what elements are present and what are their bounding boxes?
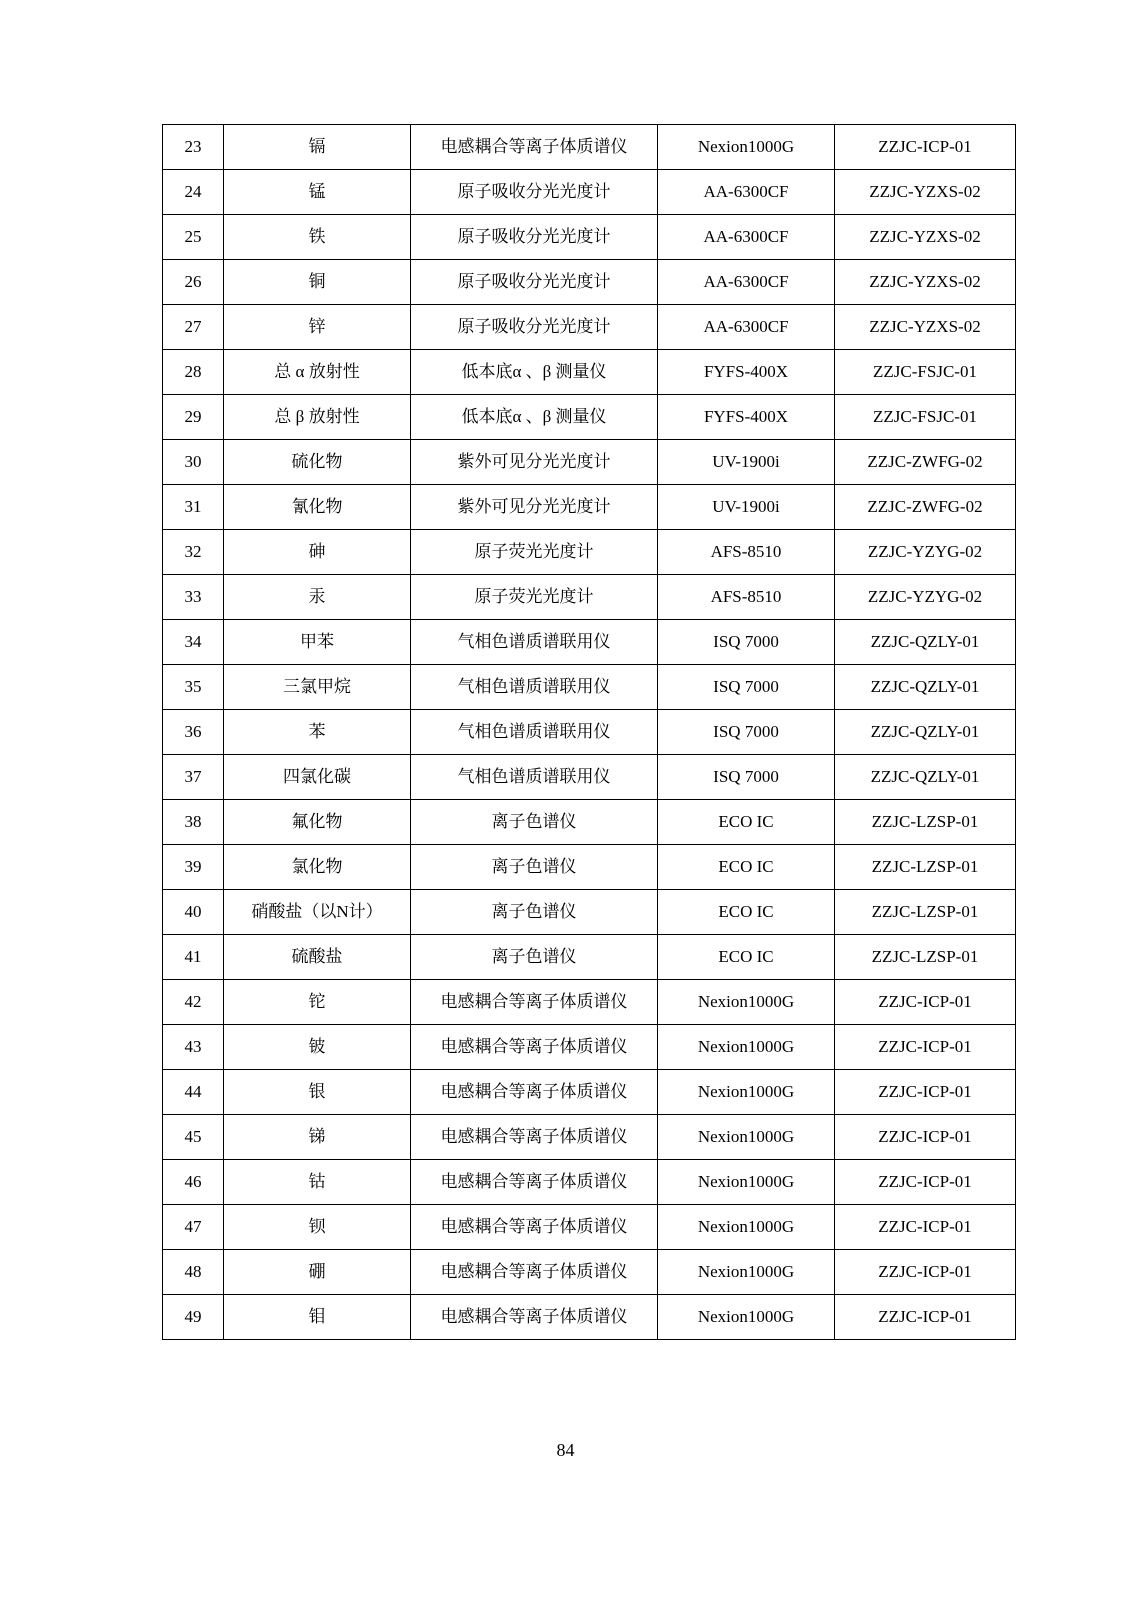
cell-no: 48 (163, 1250, 224, 1295)
cell-model: UV-1900i (658, 485, 835, 530)
cell-method: 电感耦合等离子体质谱仪 (411, 1250, 658, 1295)
cell-model: ECO IC (658, 800, 835, 845)
cell-model: Nexion1000G (658, 980, 835, 1025)
table-row (163, 350, 1016, 395)
cell-code: ZZJC-FSJC-01 (835, 350, 1016, 395)
cell-item: 锰 (224, 170, 411, 215)
cell-item: 氟化物 (224, 800, 411, 845)
cell-item: 氰化物 (224, 485, 411, 530)
cell-model: ISQ 7000 (658, 665, 835, 710)
cell-method: 原子荧光光度计 (411, 530, 658, 575)
cell-model: AA-6300CF (658, 260, 835, 305)
cell-item: 钴 (224, 1160, 411, 1205)
cell-model: Nexion1000G (658, 1250, 835, 1295)
cell-method: 离子色谱仪 (411, 800, 658, 845)
cell-code: ZZJC-QZLY-01 (835, 755, 1016, 800)
table-row (163, 1295, 1016, 1340)
cell-model: Nexion1000G (658, 1115, 835, 1160)
cell-model: Nexion1000G (658, 1070, 835, 1115)
cell-no: 40 (163, 890, 224, 935)
cell-item: 铜 (224, 260, 411, 305)
cell-no: 33 (163, 575, 224, 620)
cell-item: 硝酸盐（以N计） (224, 890, 411, 935)
cell-code: ZZJC-LZSP-01 (835, 845, 1016, 890)
table-row (163, 710, 1016, 755)
table-row (163, 485, 1016, 530)
table-row (163, 305, 1016, 350)
cell-code: ZZJC-ICP-01 (835, 1115, 1016, 1160)
table-row (163, 1025, 1016, 1070)
cell-item: 银 (224, 1070, 411, 1115)
cell-no: 26 (163, 260, 224, 305)
cell-method: 气相色谱质谱联用仪 (411, 755, 658, 800)
cell-code: ZZJC-ICP-01 (835, 1205, 1016, 1250)
table-row (163, 800, 1016, 845)
cell-item: 锌 (224, 305, 411, 350)
cell-method: 气相色谱质谱联用仪 (411, 710, 658, 755)
cell-code: ZZJC-ICP-01 (835, 1160, 1016, 1205)
cell-no: 43 (163, 1025, 224, 1070)
cell-method: 电感耦合等离子体质谱仪 (411, 1070, 658, 1115)
cell-no: 46 (163, 1160, 224, 1205)
cell-no: 29 (163, 395, 224, 440)
cell-item: 钼 (224, 1295, 411, 1340)
cell-item: 汞 (224, 575, 411, 620)
table-row (163, 170, 1016, 215)
table-row (163, 935, 1016, 980)
cell-model: AA-6300CF (658, 170, 835, 215)
cell-method: 电感耦合等离子体质谱仪 (411, 1025, 658, 1070)
cell-method: 气相色谱质谱联用仪 (411, 665, 658, 710)
table-row (163, 845, 1016, 890)
cell-model: ECO IC (658, 935, 835, 980)
cell-no: 28 (163, 350, 224, 395)
cell-code: ZZJC-FSJC-01 (835, 395, 1016, 440)
cell-no: 35 (163, 665, 224, 710)
cell-no: 25 (163, 215, 224, 260)
cell-code: ZZJC-QZLY-01 (835, 620, 1016, 665)
cell-item: 钡 (224, 1205, 411, 1250)
cell-method: 离子色谱仪 (411, 935, 658, 980)
table-row (163, 1160, 1016, 1205)
table-row (163, 575, 1016, 620)
cell-code: ZZJC-LZSP-01 (835, 800, 1016, 845)
cell-item: 硫酸盐 (224, 935, 411, 980)
cell-method: 原子吸收分光光度计 (411, 305, 658, 350)
table-row (163, 665, 1016, 710)
cell-method: 电感耦合等离子体质谱仪 (411, 1295, 658, 1340)
instrument-table-body (163, 125, 1016, 1340)
cell-item: 铁 (224, 215, 411, 260)
table-row (163, 530, 1016, 575)
cell-item: 总 α 放射性 (224, 350, 411, 395)
cell-method: 电感耦合等离子体质谱仪 (411, 1115, 658, 1160)
cell-no: 32 (163, 530, 224, 575)
cell-code: ZZJC-LZSP-01 (835, 890, 1016, 935)
cell-method: 紫外可见分光光度计 (411, 485, 658, 530)
cell-method: 电感耦合等离子体质谱仪 (411, 1160, 658, 1205)
table-row (163, 1115, 1016, 1160)
cell-item: 氯化物 (224, 845, 411, 890)
cell-method: 原子吸收分光光度计 (411, 260, 658, 305)
cell-item: 硼 (224, 1250, 411, 1295)
cell-method: 离子色谱仪 (411, 845, 658, 890)
page-number: 84 (556, 1440, 575, 1460)
cell-code: ZZJC-QZLY-01 (835, 710, 1016, 755)
cell-method: 原子吸收分光光度计 (411, 215, 658, 260)
table-row (163, 980, 1016, 1025)
cell-code: ZZJC-YZXS-02 (835, 170, 1016, 215)
cell-item: 铊 (224, 980, 411, 1025)
cell-method: 离子色谱仪 (411, 890, 658, 935)
cell-item: 硫化物 (224, 440, 411, 485)
table-row (163, 1205, 1016, 1250)
cell-model: Nexion1000G (658, 1025, 835, 1070)
cell-code: ZZJC-ICP-01 (835, 980, 1016, 1025)
cell-model: Nexion1000G (658, 1205, 835, 1250)
cell-model: AFS-8510 (658, 530, 835, 575)
cell-method: 电感耦合等离子体质谱仪 (411, 980, 658, 1025)
cell-item: 苯 (224, 710, 411, 755)
table-row (163, 395, 1016, 440)
cell-method: 紫外可见分光光度计 (411, 440, 658, 485)
cell-item: 砷 (224, 530, 411, 575)
cell-no: 24 (163, 170, 224, 215)
cell-code: ZZJC-YZXS-02 (835, 260, 1016, 305)
cell-code: ZZJC-ICP-01 (835, 1070, 1016, 1115)
cell-model: AA-6300CF (658, 215, 835, 260)
cell-model: FYFS-400X (658, 350, 835, 395)
cell-no: 30 (163, 440, 224, 485)
cell-model: ISQ 7000 (658, 710, 835, 755)
cell-no: 34 (163, 620, 224, 665)
cell-method: 电感耦合等离子体质谱仪 (411, 125, 658, 170)
cell-code: ZZJC-YZXS-02 (835, 305, 1016, 350)
cell-no: 47 (163, 1205, 224, 1250)
table-row (163, 620, 1016, 665)
cell-no: 37 (163, 755, 224, 800)
table-row (163, 890, 1016, 935)
table-row (163, 440, 1016, 485)
cell-code: ZZJC-YZYG-02 (835, 575, 1016, 620)
cell-model: Nexion1000G (658, 125, 835, 170)
cell-item: 总 β 放射性 (224, 395, 411, 440)
cell-code: ZZJC-ICP-01 (835, 125, 1016, 170)
cell-code: ZZJC-LZSP-01 (835, 935, 1016, 980)
cell-code: ZZJC-QZLY-01 (835, 665, 1016, 710)
cell-item: 铍 (224, 1025, 411, 1070)
cell-item: 甲苯 (224, 620, 411, 665)
cell-item: 三氯甲烷 (224, 665, 411, 710)
cell-method: 原子荧光光度计 (411, 575, 658, 620)
cell-item: 镉 (224, 125, 411, 170)
cell-model: ECO IC (658, 845, 835, 890)
cell-model: ISQ 7000 (658, 755, 835, 800)
cell-model: Nexion1000G (658, 1160, 835, 1205)
cell-code: ZZJC-YZXS-02 (835, 215, 1016, 260)
table-row (163, 1250, 1016, 1295)
cell-no: 41 (163, 935, 224, 980)
cell-method: 气相色谱质谱联用仪 (411, 620, 658, 665)
cell-no: 42 (163, 980, 224, 1025)
cell-code: ZZJC-ZWFG-02 (835, 485, 1016, 530)
table-row (163, 755, 1016, 800)
cell-code: ZZJC-ZWFG-02 (835, 440, 1016, 485)
cell-model: AA-6300CF (658, 305, 835, 350)
table-row (163, 1070, 1016, 1115)
cell-model: ECO IC (658, 890, 835, 935)
table-row (163, 215, 1016, 260)
cell-item: 四氯化碳 (224, 755, 411, 800)
cell-no: 39 (163, 845, 224, 890)
cell-no: 23 (163, 125, 224, 170)
instrument-table-container (162, 124, 983, 1340)
cell-no: 31 (163, 485, 224, 530)
cell-model: Nexion1000G (658, 1295, 835, 1340)
cell-model: UV-1900i (658, 440, 835, 485)
table-row (163, 125, 1016, 170)
cell-method: 低本底α 、β 测量仪 (411, 395, 658, 440)
cell-code: ZZJC-ICP-01 (835, 1295, 1016, 1340)
cell-no: 27 (163, 305, 224, 350)
cell-no: 49 (163, 1295, 224, 1340)
cell-code: ZZJC-YZYG-02 (835, 530, 1016, 575)
cell-no: 36 (163, 710, 224, 755)
cell-model: ISQ 7000 (658, 620, 835, 665)
cell-code: ZZJC-ICP-01 (835, 1250, 1016, 1295)
cell-method: 低本底α 、β 测量仪 (411, 350, 658, 395)
cell-no: 45 (163, 1115, 224, 1160)
instrument-table (162, 124, 1016, 1340)
cell-no: 44 (163, 1070, 224, 1115)
cell-code: ZZJC-ICP-01 (835, 1025, 1016, 1070)
cell-item: 锑 (224, 1115, 411, 1160)
cell-no: 38 (163, 800, 224, 845)
table-row (163, 260, 1016, 305)
cell-model: AFS-8510 (658, 575, 835, 620)
cell-method: 电感耦合等离子体质谱仪 (411, 1205, 658, 1250)
cell-model: FYFS-400X (658, 395, 835, 440)
cell-method: 原子吸收分光光度计 (411, 170, 658, 215)
